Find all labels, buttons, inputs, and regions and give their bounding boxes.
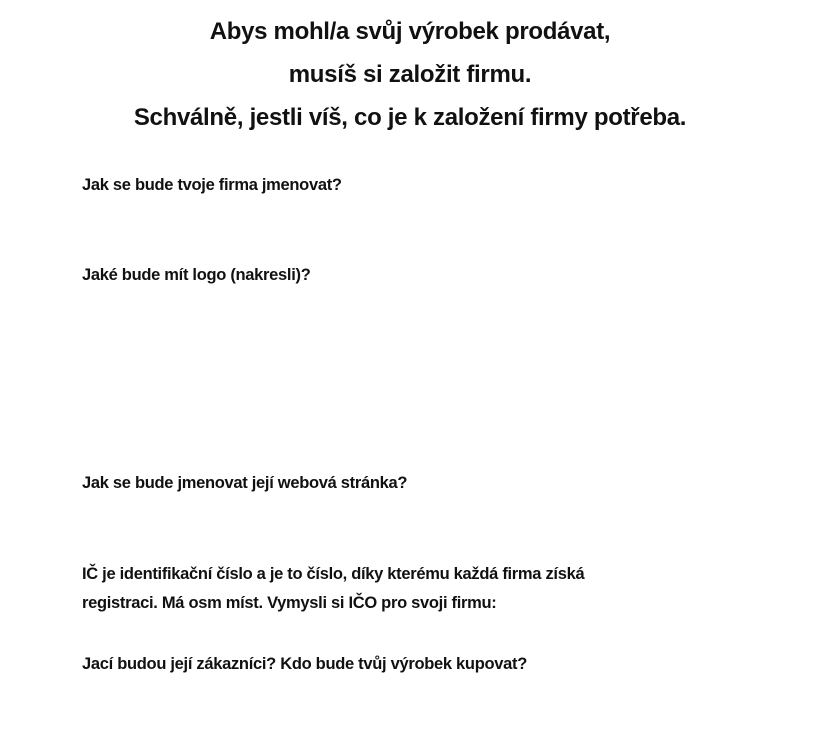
question-ico-line-1: IČ je identifikační číslo a je to číslo, díky kterému každá firma získá <box>82 565 585 583</box>
heading-line-2: musíš si založit firmu. <box>288 61 532 88</box>
question-ico <box>82 560 584 618</box>
heading-line-3: Schválně, jestli víš, co je k založení firmy potřeba. <box>133 104 687 131</box>
question-customers: Jací budou její zákazníci? Kdo bude tvůj výrobek kupovat? <box>82 655 527 673</box>
question-website: Jak se bude jmenovat její webová stránka? <box>82 474 408 492</box>
question-ico-line-2: registraci. Má osm míst. Vymysli si IČO pro svoji firmu: <box>82 594 497 612</box>
heading-line-1: Abys mohl/a svůj výrobek prodávat, <box>209 18 611 45</box>
question-logo: Jaké bude mít logo (nakresli)? <box>82 266 311 284</box>
question-company-name: Jak se bude tvoje firma jmenovat? <box>82 176 342 194</box>
worksheet-heading <box>0 10 820 139</box>
